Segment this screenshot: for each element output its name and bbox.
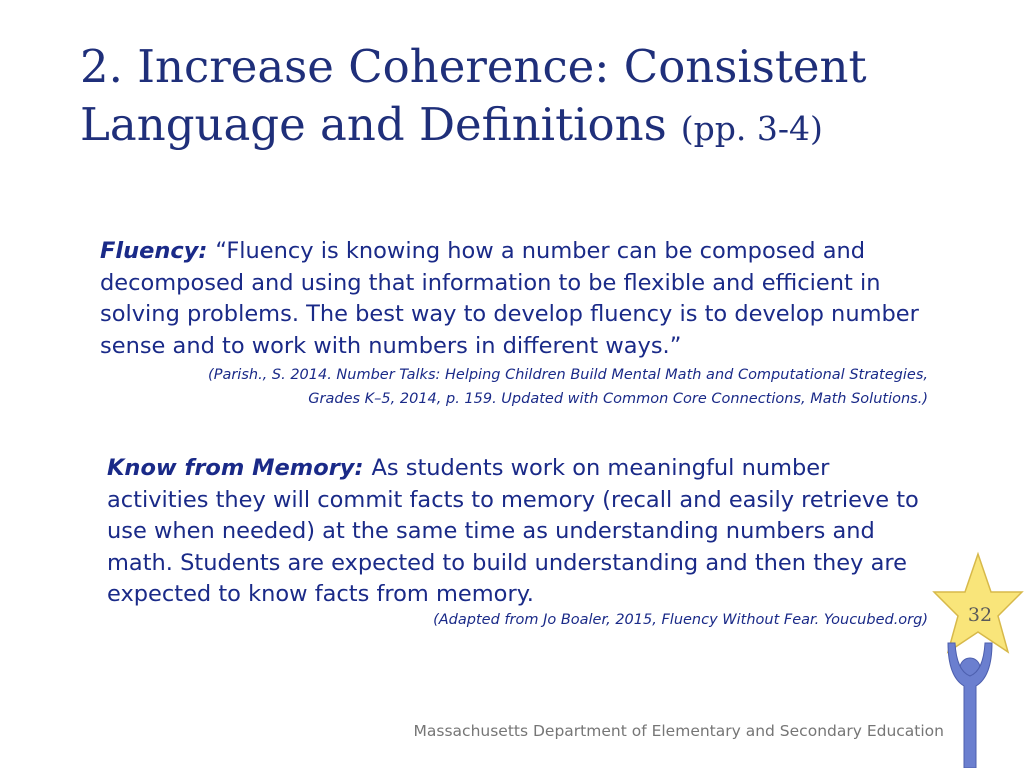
title-line-1: 2. Increase Coherence: Consistent <box>80 40 867 93</box>
memory-term: Know from Memory: <box>107 455 364 481</box>
fluency-text: “Fluency is knowing how a number can be composed and decomposed and using that information to be flexible and efficient in solving problems. The best way to develop fluency is to develop number sense and to work with numbers in different ways.” <box>100 238 919 359</box>
footer-organization: Massachusetts Department of Elementary and Secondary Education <box>413 722 944 740</box>
memory-citation: (Adapted from Jo Boaler, 2015, Fluency Without Fear. Youcubed.org) <box>433 612 928 628</box>
title-pages: (pp. 3-4) <box>680 109 823 148</box>
fluency-citation <box>100 363 928 411</box>
fluency-citation-line-1: (Parish., S. 2014. Number Talks: Helping Children Build Mental Math and Computational Strategies, <box>208 367 928 383</box>
title-line-2-text: Language and Definitions <box>80 98 667 151</box>
page-number: 32 <box>967 604 993 626</box>
memory-definition <box>107 453 922 611</box>
title-line-2 <box>80 96 940 158</box>
slide-title <box>80 38 940 158</box>
figure-holding-star <box>948 643 992 768</box>
fluency-definition <box>100 236 930 362</box>
star-shape <box>934 554 1022 652</box>
memory-text: As students work on meaningful number activities they will commit facts to memory (recall and easily retrieve to use when needed) at the same time as understanding numbers and math. Students are expected to build understanding and then they are expected to know facts from memory. <box>107 455 919 607</box>
fluency-term: Fluency: <box>100 238 208 264</box>
fluency-citation-line-2: Grades K–5, 2014, p. 159. Updated with Common Core Connections, Math Solutions.) <box>308 391 928 407</box>
star-mascot-icon <box>918 548 1024 768</box>
